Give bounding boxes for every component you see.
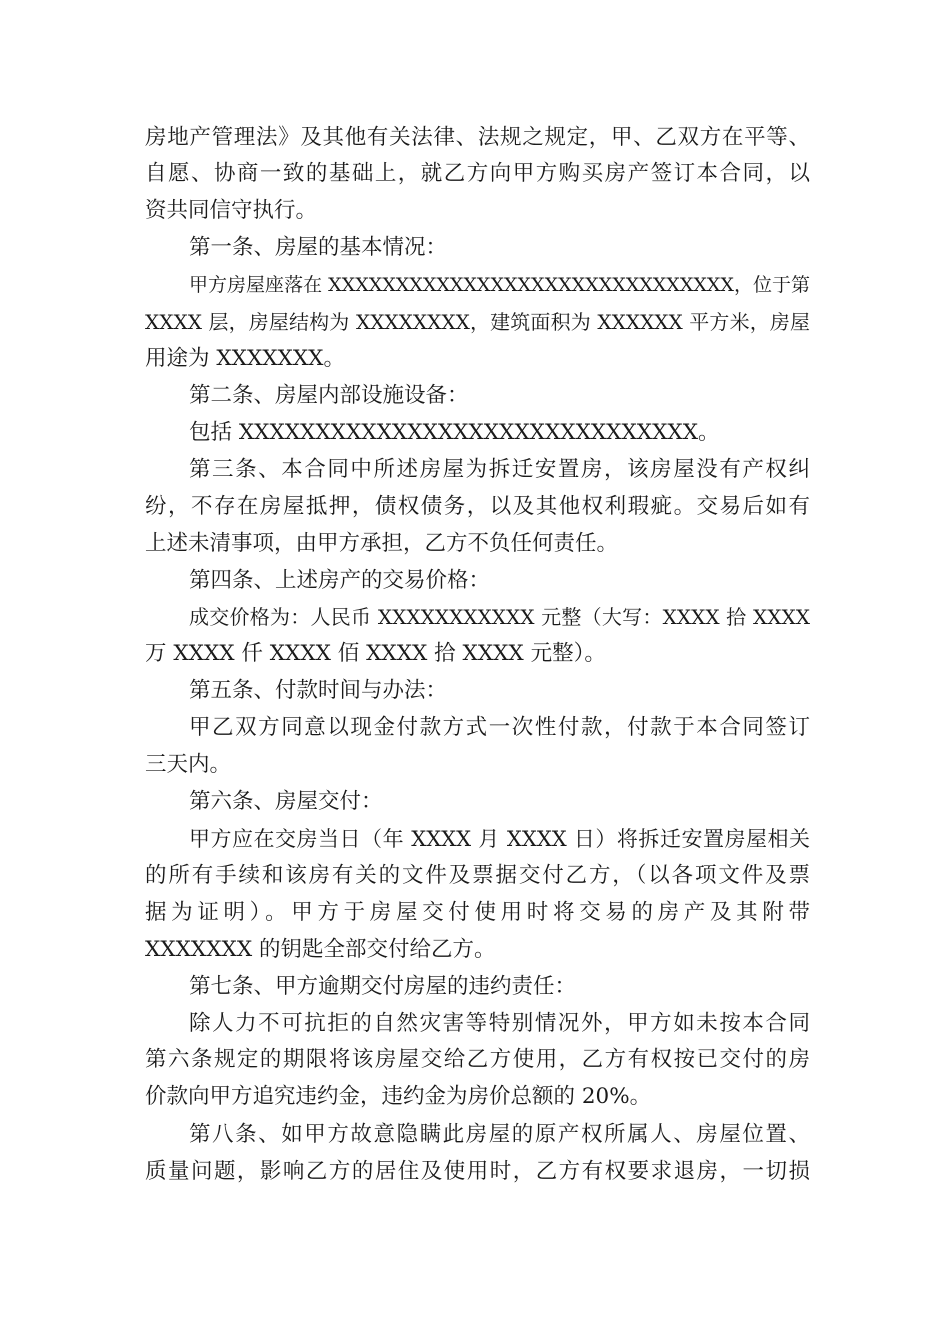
text-line: 价款向甲方追究违约金，违约金为房价总额的 20%。	[145, 1084, 652, 1109]
article-heading-7: 第七条、甲方逾期交付房屋的违约责任：	[189, 974, 577, 999]
text-line: 用途为 XXXXXXX。	[145, 346, 345, 371]
text-line: 成交价格为：人民币 XXXXXXXXXXX 元整（大写：XXXX 拾 XXXX	[189, 605, 810, 629]
text-line: 甲方房屋座落在 XXXXXXXXXXXXXXXXXXXXXXXXXXXXXX，位于第	[189, 274, 810, 296]
text-line: XXXX 层，房屋结构为 XXXXXXXX，建筑面积为 XXXXXX 平方米，房屋	[145, 310, 810, 334]
text-line: 质量问题，影响乙方的居住及使用时，乙方有权要求退房，一切损	[145, 1159, 810, 1184]
text-line: XXXXXXX 的钥匙全部交付给乙方。	[145, 937, 496, 962]
text-line: 三天内。	[145, 752, 232, 777]
article-heading-5: 第五条、付款时间与办法：	[189, 678, 448, 703]
article-heading-3: 第三条、本合同中所述房屋为拆迁安置房，该房屋没有产权纠	[189, 457, 810, 482]
article-heading-6: 第六条、房屋交付：	[189, 789, 383, 814]
article-heading-1: 第一条、房屋的基本情况：	[189, 235, 448, 260]
article-heading-8: 第八条、如甲方故意隐瞒此房屋的原产权所属人、房屋位置、	[189, 1122, 810, 1147]
text-line: 纷，不存在房屋抵押，债权债务，以及其他权利瑕疵。交易后如有	[145, 494, 810, 519]
article-heading-4: 第四条、上述房产的交易价格：	[189, 568, 491, 593]
text-line: 甲乙双方同意以现金付款方式一次性付款，付款于本合同签订	[189, 715, 810, 740]
text-line: 的所有手续和该房有关的文件及票据交付乙方，（以各项文件及票	[145, 863, 810, 888]
text-line: 房地产管理法》及其他有关法律、法规之规定，甲、乙双方在平等、	[145, 125, 810, 150]
text-line: 据为证明）。甲方于房屋交付使用时将交易的房产及其附带	[145, 900, 810, 925]
text-line: 上述未清事项，由甲方承担，乙方不负任何责任。	[145, 531, 619, 556]
text-line: 第六条规定的期限将该房屋交给乙方使用，乙方有权按已交付的房	[145, 1047, 810, 1072]
text-line: 包括 XXXXXXXXXXXXXXXXXXXXXXXXXXXXXX。	[189, 420, 720, 445]
text-line: 除人力不可抗拒的自然灾害等特别情况外，甲方如未按本合同	[189, 1011, 810, 1036]
text-line: 资共同信守执行。	[145, 198, 318, 223]
text-line: 万 XXXX 仟 XXXX 佰 XXXX 拾 XXXX 元整）。	[145, 641, 606, 666]
text-line: 甲方应在交房当日（年 XXXX 月 XXXX 日）将拆迁安置房屋相关	[189, 827, 810, 851]
text-line: 自愿、协商一致的基础上，就乙方向甲方购买房产签订本合同，以	[145, 161, 810, 186]
article-heading-2: 第二条、房屋内部设施设备：	[189, 383, 469, 408]
